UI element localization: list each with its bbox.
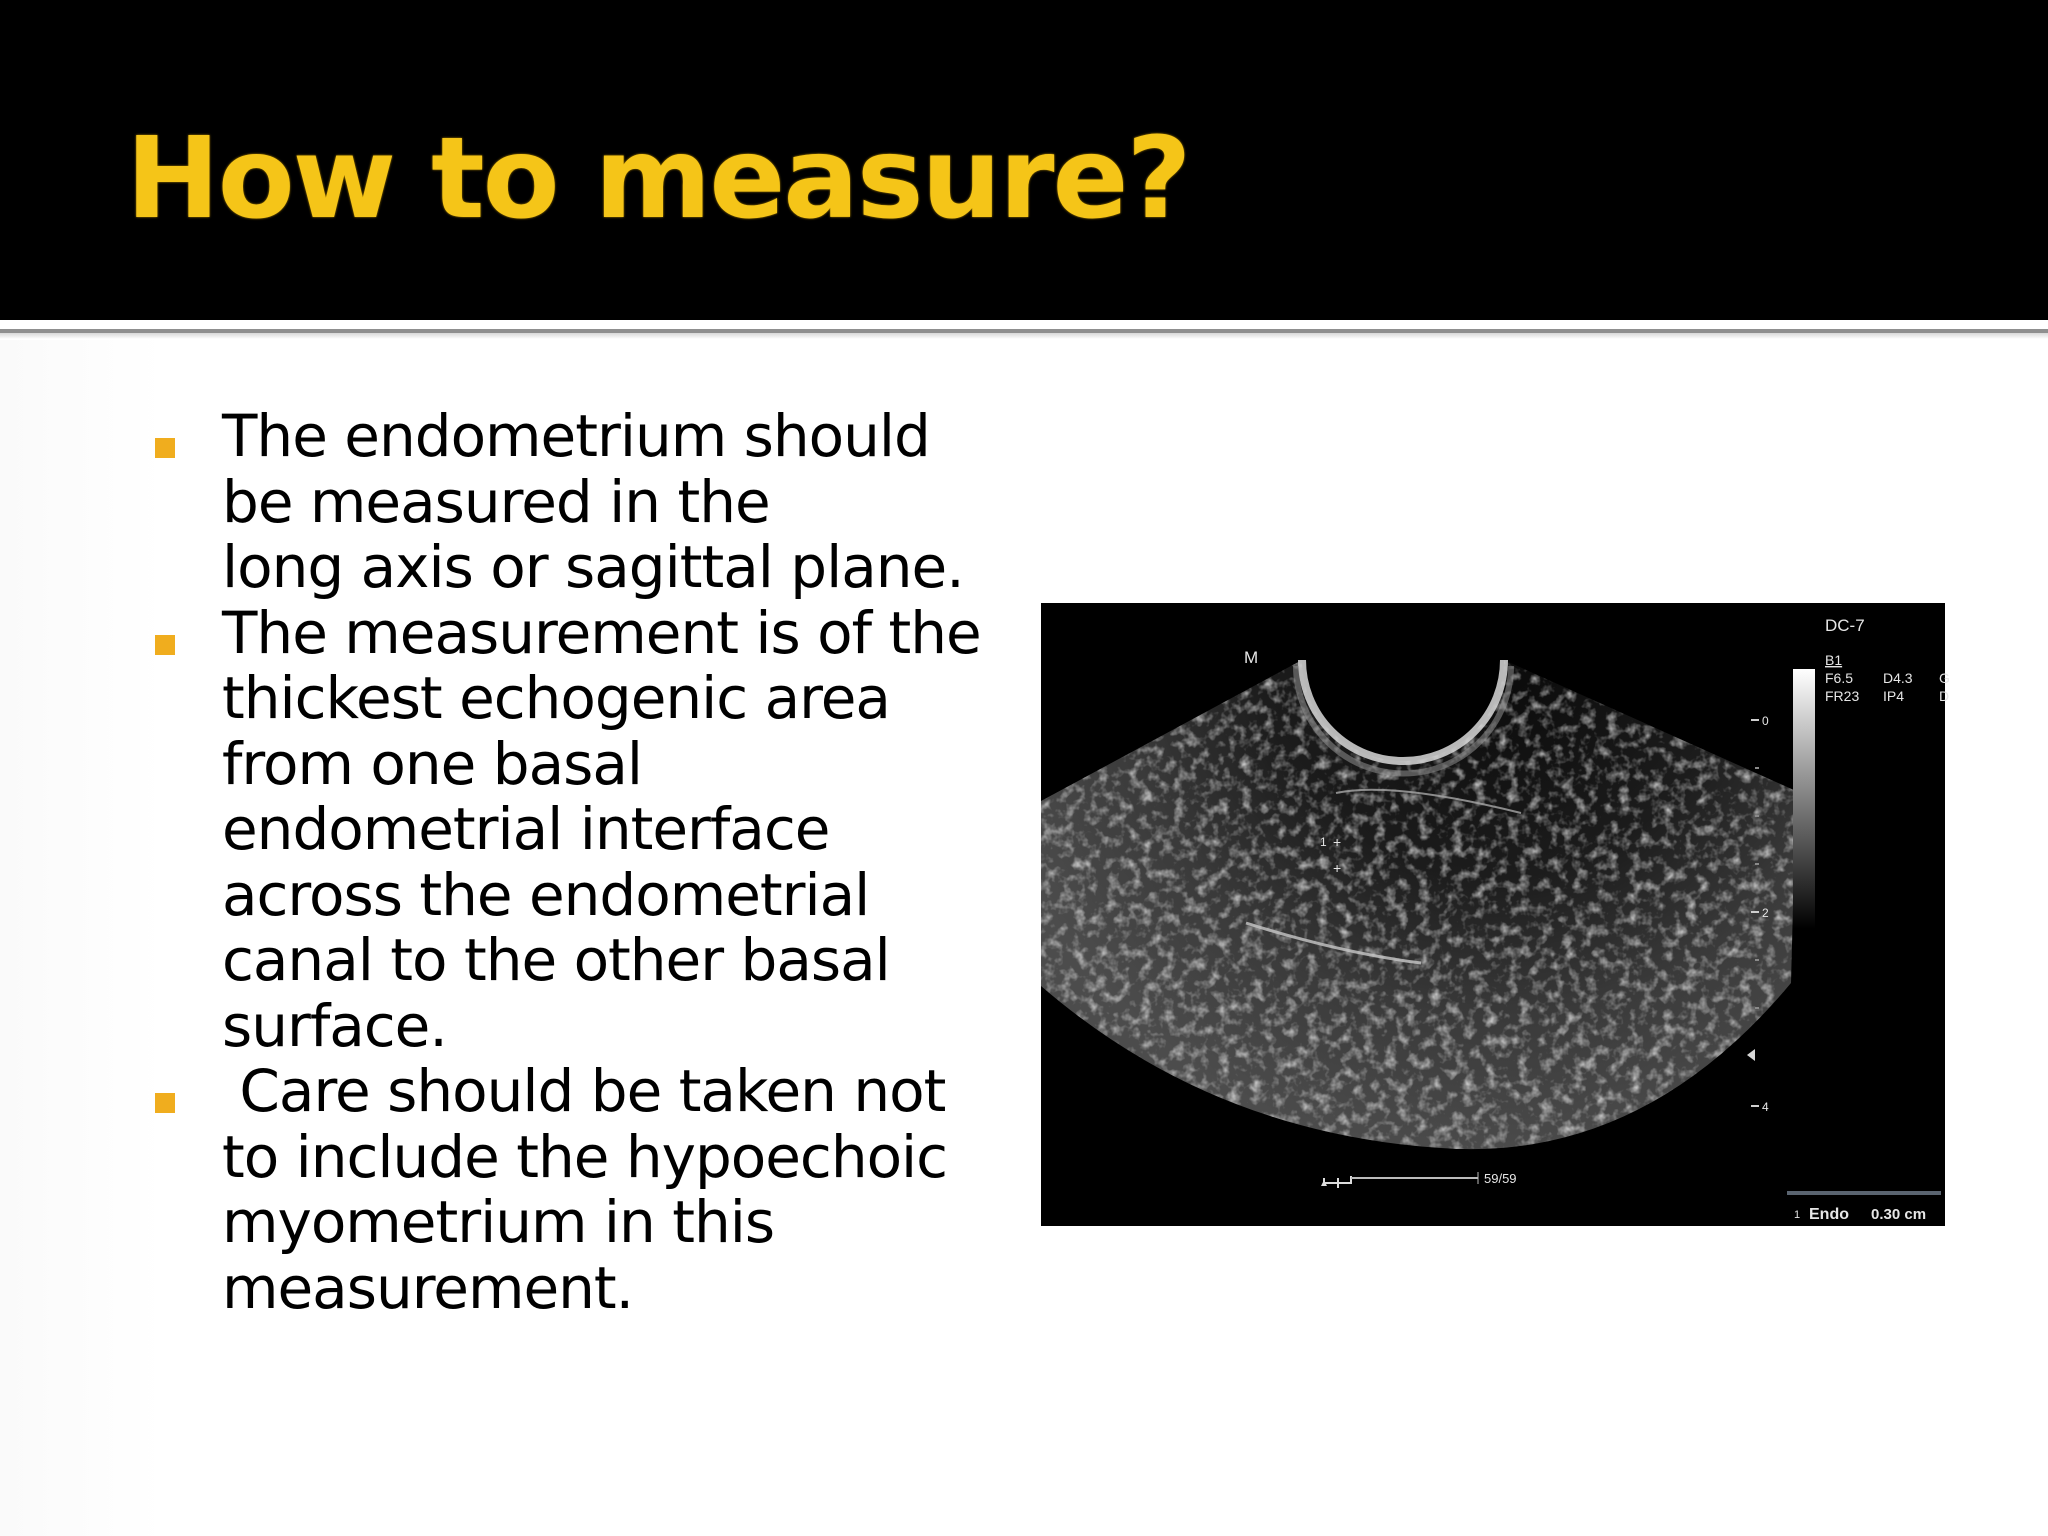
bullet-line: The endometrium should bbox=[222, 402, 930, 470]
cine-bracket-icon bbox=[1324, 1176, 1351, 1188]
bullet-item bbox=[150, 404, 1010, 601]
bullet-line: endometrial interface bbox=[222, 795, 830, 863]
param-depth: D4.3 bbox=[1883, 670, 1913, 686]
ultrasound-speckle bbox=[1041, 603, 1801, 1163]
bullet-line: to include the hypoechoic bbox=[222, 1122, 948, 1191]
square-bullet-icon bbox=[155, 635, 175, 655]
bullet-line: long axis or sagittal plane. bbox=[222, 533, 964, 601]
title-divider-shadow bbox=[0, 333, 2048, 339]
orientation-marker: M bbox=[1244, 648, 1259, 667]
param-right-clip-2: D bbox=[1939, 688, 1950, 704]
caliper-label: 1 bbox=[1320, 835, 1327, 849]
bullet-line: thickest echogenic area bbox=[222, 664, 890, 732]
measurement-index: 1 bbox=[1794, 1209, 1801, 1221]
title-bar bbox=[0, 0, 2048, 320]
ultrasound-image bbox=[1041, 603, 1950, 1226]
measurement-box-border bbox=[1787, 1191, 1941, 1195]
square-bullet-icon bbox=[155, 438, 175, 458]
bullet-line: myometrium in this bbox=[222, 1188, 775, 1256]
slide-title: How to measure? bbox=[126, 114, 1190, 244]
bullet-line: The measurement is of the bbox=[222, 598, 981, 667]
measurement-value: 0.30 cm bbox=[1871, 1206, 1927, 1223]
param-frequency: F6.5 bbox=[1825, 670, 1854, 686]
depth-label: 2 bbox=[1762, 906, 1769, 920]
bullet-item bbox=[150, 1059, 1010, 1321]
bullet-line: from one basal bbox=[222, 729, 643, 798]
frame-counter: 59/59 bbox=[1484, 1171, 1517, 1186]
bullet-list bbox=[150, 404, 1010, 1321]
left-margin-shade bbox=[0, 340, 164, 1536]
probe-label: DC-7 bbox=[1825, 616, 1865, 635]
bullet-line: across the endometrial bbox=[222, 860, 870, 929]
measurement-label: Endo bbox=[1809, 1206, 1849, 1223]
title-divider-white bbox=[0, 320, 2048, 329]
param-right-clip-1: G bbox=[1939, 670, 1950, 686]
depth-label: 0 bbox=[1762, 714, 1769, 728]
focus-marker-icon bbox=[1747, 1049, 1755, 1061]
square-bullet-icon bbox=[155, 1093, 175, 1113]
grayscale-bar bbox=[1793, 669, 1815, 929]
bullet-item bbox=[150, 598, 1010, 1060]
bullet-line: Care should be taken not bbox=[222, 1057, 946, 1125]
caliper-cross-icon: + bbox=[1333, 834, 1342, 850]
bullet-line: surface. bbox=[222, 991, 447, 1060]
param-frame-rate: FR23 bbox=[1825, 688, 1860, 704]
param-b-mode: B1 bbox=[1825, 652, 1843, 668]
bullet-line: canal to the other basal bbox=[222, 926, 890, 994]
bullet-line: be measured in the bbox=[222, 467, 770, 536]
depth-label: 4 bbox=[1762, 1100, 1769, 1114]
bullet-line: measurement. bbox=[222, 1253, 634, 1322]
param-image-process: IP4 bbox=[1883, 688, 1905, 704]
caliper-cross-icon: + bbox=[1333, 860, 1342, 876]
ultrasound-scan bbox=[1041, 603, 1950, 1226]
